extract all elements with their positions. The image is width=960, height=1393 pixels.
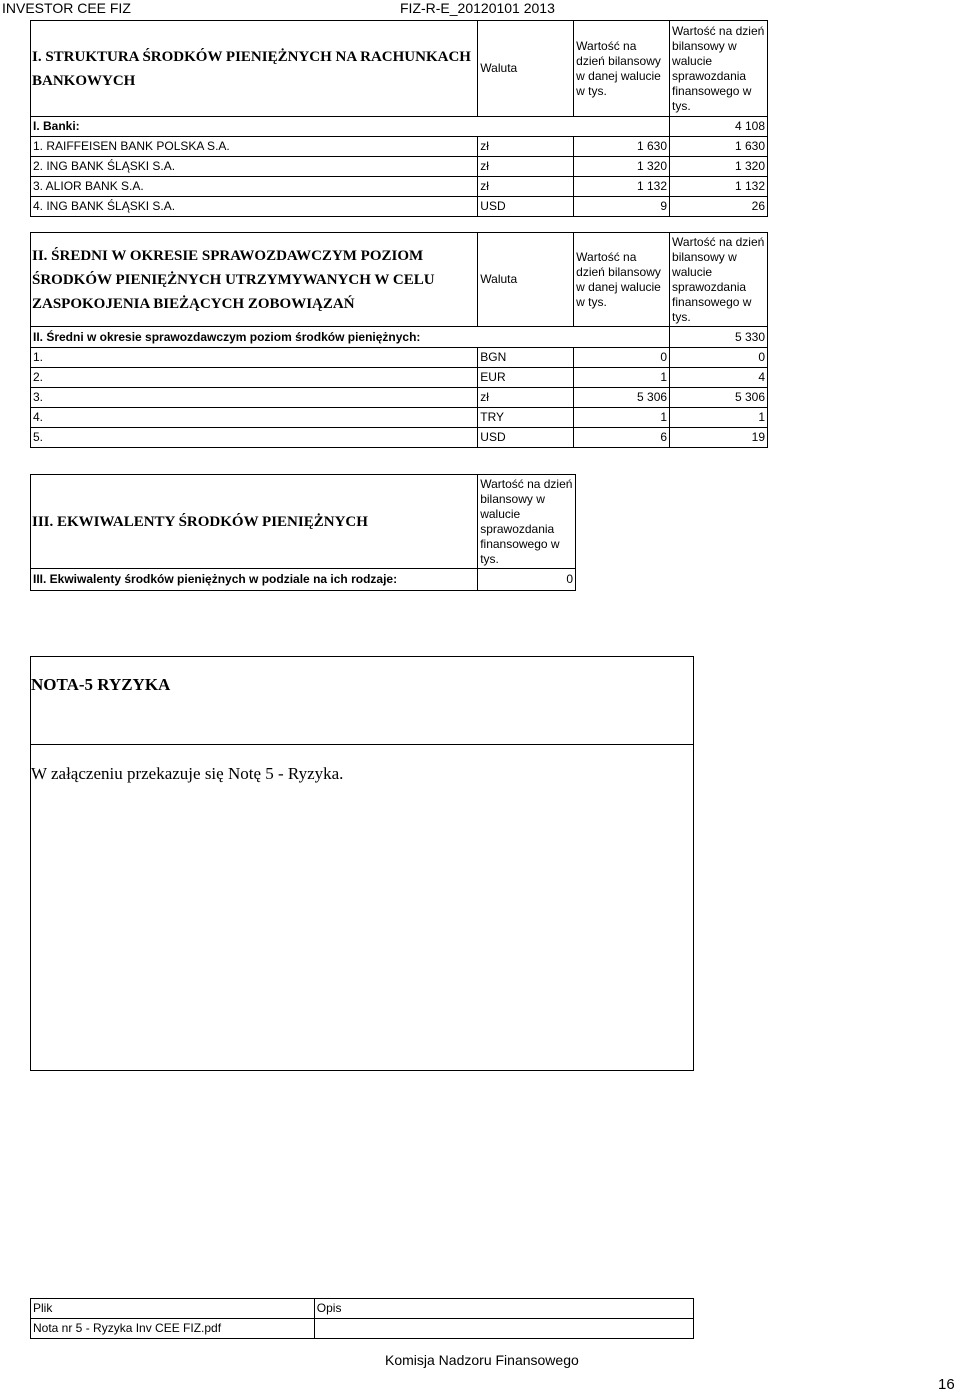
value-currency: 1 132 bbox=[574, 177, 670, 197]
attachments-table bbox=[30, 1298, 694, 1339]
row-number: 1. bbox=[31, 348, 478, 368]
section3-title: III. EKWIWALENTY ŚRODKÓW PIENIĘŻNYCH bbox=[31, 475, 478, 569]
table-row bbox=[31, 137, 768, 157]
value-currency: 1 320 bbox=[574, 157, 670, 177]
section1-col-value-currency: Wartość na dzień bilansowy w danej walucie w tys. bbox=[574, 21, 670, 117]
attachment-file-link[interactable]: Nota nr 5 - Ryzyka Inv CEE FIZ.pdf bbox=[31, 1319, 315, 1339]
footer-authority: Komisja Nadzoru Finansowego bbox=[385, 1352, 579, 1368]
row-number: 3. bbox=[31, 388, 478, 408]
section2-title: II. ŚREDNI W OKRESIE SPRAWOZDAWCZYM POZIOM ŚRODKÓW PIENIĘŻNYCH UTRZYMYWANYCH W CELU ZASPOKOJENIA BIEŻĄCYCH ZOBOWIĄZAŃ bbox=[31, 233, 478, 327]
section1-summary-label: I. Banki: bbox=[31, 117, 670, 137]
bank-name: 1. RAIFFEISEN BANK POLSKA S.A. bbox=[31, 137, 478, 157]
table-row bbox=[31, 368, 768, 388]
value-currency: 1 630 bbox=[574, 137, 670, 157]
currency: zł bbox=[478, 157, 574, 177]
table-row bbox=[31, 388, 768, 408]
section3-summary-value: 0 bbox=[478, 569, 576, 591]
value-report: 0 bbox=[670, 348, 768, 368]
currency: zł bbox=[478, 177, 574, 197]
value-currency: 0 bbox=[574, 348, 670, 368]
table-row bbox=[31, 177, 768, 197]
header-fund-name: INVESTOR CEE FIZ bbox=[2, 0, 131, 16]
section3-col-value-report: Wartość na dzień bilansowy w walucie sprawozdania finansowego w tys. bbox=[478, 475, 576, 569]
page-number: 16 bbox=[938, 1376, 955, 1393]
section2-col-currency: Waluta bbox=[478, 233, 574, 327]
nota-title: NOTA-5 RYZYKA bbox=[31, 675, 171, 694]
bank-name: 3. ALIOR BANK S.A. bbox=[31, 177, 478, 197]
bank-name: 4. ING BANK ŚLĄSKI S.A. bbox=[31, 197, 478, 217]
nota-content-box bbox=[30, 744, 694, 1071]
section2-summary-value: 5 330 bbox=[670, 327, 768, 348]
section2-summary-label: II. Średni w okresie sprawozdawczym poziom środków pieniężnych: bbox=[31, 327, 670, 348]
value-currency: 6 bbox=[574, 428, 670, 448]
value-report: 26 bbox=[670, 197, 768, 217]
section1-col-value-report: Wartość na dzień bilansowy w walucie sprawozdania finansowego w tys. bbox=[670, 21, 768, 117]
attachments-col-file: Plik bbox=[31, 1299, 315, 1319]
attachment-description bbox=[314, 1319, 693, 1339]
nota-title-box bbox=[30, 656, 694, 745]
section2-col-value-currency: Wartość na dzień bilansowy w danej walucie w tys. bbox=[574, 233, 670, 327]
currency: USD bbox=[478, 197, 574, 217]
nota-text: W załączeniu przekazuje się Notę 5 - Ryzyka. bbox=[31, 764, 344, 783]
table-row bbox=[31, 157, 768, 177]
table-row bbox=[31, 197, 768, 217]
bank-name: 2. ING BANK ŚLĄSKI S.A. bbox=[31, 157, 478, 177]
table-row bbox=[31, 408, 768, 428]
cash-equivalents-table bbox=[30, 474, 576, 591]
section1-summary-value: 4 108 bbox=[670, 117, 768, 137]
bank-accounts-table bbox=[30, 20, 768, 217]
value-currency: 9 bbox=[574, 197, 670, 217]
section2-col-value-report: Wartość na dzień bilansowy w walucie sprawozdania finansowego w tys. bbox=[670, 233, 768, 327]
value-report: 1 bbox=[670, 408, 768, 428]
table-row bbox=[31, 1319, 694, 1339]
section1-col-currency: Waluta bbox=[478, 21, 574, 117]
value-report: 1 132 bbox=[670, 177, 768, 197]
currency: EUR bbox=[478, 368, 574, 388]
table-row bbox=[31, 428, 768, 448]
currency: USD bbox=[478, 428, 574, 448]
attachments-col-desc: Opis bbox=[314, 1299, 693, 1319]
value-currency: 1 bbox=[574, 408, 670, 428]
currency: zł bbox=[478, 388, 574, 408]
average-cash-table bbox=[30, 232, 768, 448]
value-report: 5 306 bbox=[670, 388, 768, 408]
header-report-id: FIZ-R-E_20120101 2013 bbox=[400, 0, 555, 16]
table-row bbox=[31, 348, 768, 368]
currency: zł bbox=[478, 137, 574, 157]
value-currency: 5 306 bbox=[574, 388, 670, 408]
row-number: 5. bbox=[31, 428, 478, 448]
section3-summary-label: III. Ekwiwalenty środków pieniężnych w podziale na ich rodzaje: bbox=[31, 569, 478, 591]
value-report: 1 320 bbox=[670, 157, 768, 177]
currency: BGN bbox=[478, 348, 574, 368]
value-currency: 1 bbox=[574, 368, 670, 388]
value-report: 19 bbox=[670, 428, 768, 448]
currency: TRY bbox=[478, 408, 574, 428]
row-number: 2. bbox=[31, 368, 478, 388]
value-report: 1 630 bbox=[670, 137, 768, 157]
row-number: 4. bbox=[31, 408, 478, 428]
value-report: 4 bbox=[670, 368, 768, 388]
section1-title: I. STRUKTURA ŚRODKÓW PIENIĘŻNYCH NA RACHUNKACH BANKOWYCH bbox=[31, 21, 478, 117]
